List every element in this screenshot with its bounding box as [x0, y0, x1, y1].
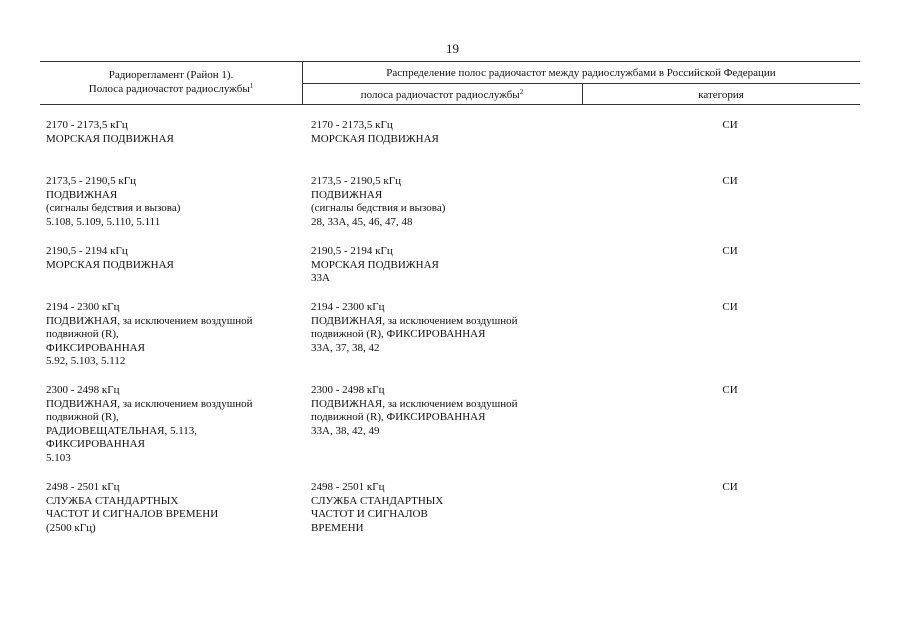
row-6-category: СИ [722, 481, 738, 493]
header-left-subtitle: Полоса радиочастот радиослужбы$^1$ [88, 82, 254, 95]
row-1-region1-band: 2170 - 2173,5 кГц МОРСКАЯ ПОДВИЖНАЯ [46, 119, 174, 145]
row-4-rf-band: 2194 - 2300 кГц ПОДВИЖНАЯ, за исключением воздушной подвижной (R), ФИКСИРОВАННАЯ 33А, 37, 38, 42 [311, 301, 518, 354]
row-2-region1-band: 2173,5 - 2190,5 кГц ПОДВИЖНАЯ (сигналы бедствия и вызова) 5.108, 5.109, 5.110, 5.111 [46, 175, 181, 228]
row-3-region1-band: 2190,5 - 2194 кГц МОРСКАЯ ПОДВИЖНАЯ [46, 245, 174, 271]
table-top-rule [40, 61, 860, 62]
row-2-rf-band: 2173,5 - 2190,5 кГц ПОДВИЖНАЯ (сигналы бедствия и вызова) 28, 33А, 45, 46, 47, 48 [311, 175, 446, 228]
page-number: 19 [446, 41, 459, 56]
row-1-rf-band: 2170 - 2173,5 кГц МОРСКАЯ ПОДВИЖНАЯ [311, 119, 439, 145]
header-right-title: Распределение полос радиочастот между радиослужбами в Российской Федерации [386, 67, 776, 79]
row-5-region1-band: 2300 - 2498 кГц ПОДВИЖНАЯ, за исключением воздушной подвижной (R), РАДИОВЕЩАТЕЛЬНАЯ, 5.113, ФИКСИРОВАННАЯ 5.103 [46, 384, 253, 464]
row-6-region1-band: 2498 - 2501 кГц СЛУЖБА СТАНДАРТНЫХ ЧАСТОТ И СИГНАЛОВ ВРЕМЕНИ (2500 кГц) [46, 481, 219, 534]
row-4-region1-band: 2194 - 2300 кГц ПОДВИЖНАЯ, за исключением воздушной подвижной (R), ФИКСИРОВАННАЯ 5.92, 5.103, 5.112 [46, 301, 253, 368]
row-1-category: СИ [722, 119, 738, 131]
row-5-category: СИ [722, 384, 738, 396]
header-bottom-rule [40, 104, 860, 105]
row-5-rf-band: 2300 - 2498 кГц ПОДВИЖНАЯ, за исключением воздушной подвижной (R), ФИКСИРОВАННАЯ 33А, 38, 42, 49 [311, 384, 518, 437]
row-2-category: СИ [722, 175, 738, 187]
header-left [40, 68, 302, 96]
row-4-category: СИ [722, 301, 738, 313]
header-category-column: категория [698, 89, 744, 101]
header-band-column: полоса радиочастот радиослужбы$^2$ [360, 88, 524, 101]
row-3-rf-band: 2190,5 - 2194 кГц МОРСКАЯ ПОДВИЖНАЯ 33А [311, 245, 439, 285]
row-3-category: СИ [722, 245, 738, 257]
header-sub-rule [302, 83, 860, 84]
header-left-title: Радиорегламент (Район 1). [108, 69, 234, 81]
footnote-marker-1: 1 [249, 82, 254, 90]
row-6-rf-band: 2498 - 2501 кГц СЛУЖБА СТАНДАРТНЫХ ЧАСТОТ И СИГНАЛОВ ВРЕМЕНИ [311, 481, 444, 534]
footnote-marker-2: 2 [519, 88, 524, 96]
